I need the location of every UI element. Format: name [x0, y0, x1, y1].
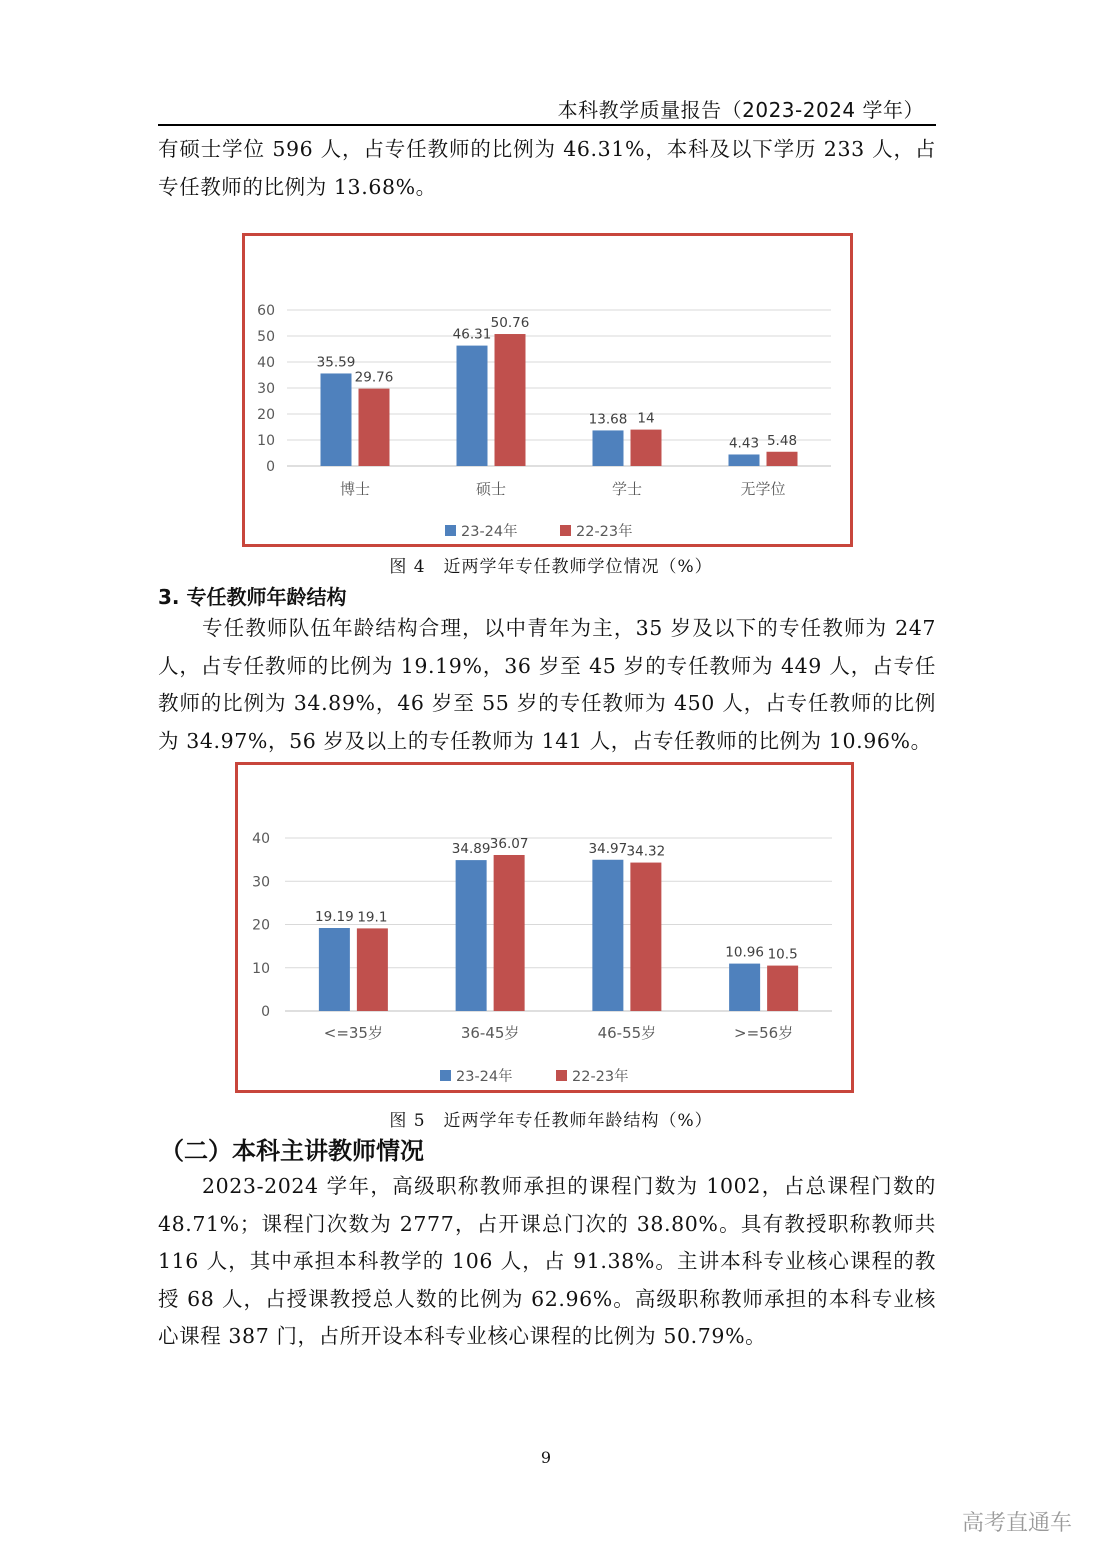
data-label: 34.32 — [626, 843, 666, 860]
bar — [456, 860, 487, 1011]
figure4-chart — [242, 233, 853, 547]
bar — [593, 430, 624, 466]
report-header-title: 本科教学质量报告（2023-2024 学年） — [557, 98, 924, 122]
legend-label: 22-23年 — [576, 524, 633, 540]
section-heading-age-structure: 3. 专任教师年龄结构 — [158, 585, 347, 609]
bar — [319, 928, 350, 1011]
header-divider — [158, 124, 936, 126]
category-label: 硕士 — [475, 480, 507, 498]
data-label: 14 — [637, 410, 655, 427]
category-label: >=56岁 — [734, 1024, 794, 1042]
data-label: 35.59 — [316, 354, 356, 371]
bar — [767, 966, 798, 1011]
bar — [631, 430, 662, 466]
data-label: 46.31 — [452, 326, 492, 343]
figure4-caption: 图 4 近两学年专任教师学位情况（%） — [389, 557, 713, 577]
data-label: 29.76 — [354, 369, 394, 386]
figure5-caption: 图 5 近两学年专任教师年龄结构（%） — [389, 1111, 713, 1131]
bar — [729, 964, 760, 1011]
paragraph-lecturers: 2023-2024 学年，高级职称教师承担的课程门数为 1002，占总课程门数的 48.71%；课程门次数为 2777，占开课总门次的 38.80%。具有教授职称教师共 116 人，其中承担本科教学的 106 人，占 91.38%。主讲本科专业核心课程的教授 68 人，占授课教授总人数的比例为 62.96%。高级职称教师承担的本科专业核心课程 387 门，占所开设本科专业核心课程的比例为 50.79%。 — [158, 1174, 936, 1348]
category-label: 46-55岁 — [597, 1024, 657, 1042]
figure4-chart-svg — [245, 236, 850, 544]
legend-swatch — [556, 1070, 567, 1081]
legend-swatch — [560, 525, 571, 536]
bar — [495, 334, 526, 466]
y-tick-label: 10 — [252, 960, 270, 977]
y-tick-label: 50 — [257, 329, 275, 345]
bar — [359, 389, 390, 466]
data-label: 10.5 — [767, 946, 798, 963]
bar — [321, 373, 352, 466]
category-label: <=35岁 — [323, 1024, 383, 1042]
data-label: 4.43 — [728, 435, 760, 452]
data-label: 34.97 — [588, 840, 628, 857]
section-heading-lecturers: （二）本科主讲教师情况 — [160, 1137, 424, 1165]
bar — [767, 452, 798, 466]
y-tick-label: 20 — [252, 917, 270, 934]
data-label: 19.19 — [315, 909, 354, 926]
y-tick-label: 0 — [266, 459, 275, 475]
data-label: 19.1 — [357, 909, 388, 926]
y-tick-label: 20 — [257, 407, 275, 423]
data-label: 5.48 — [766, 432, 798, 449]
paragraph-age-structure: 专任教师队伍年龄结构合理，以中青年为主，35 岁及以下的专任教师为 247 人，占专任教师的比例为 19.19%，36 岁至 45 岁的专任教师为 449 人，占专任教师的比例为 34.89%，46 岁至 55 岁的专任教师为 450 人，占专任教师的比例为 34.97%，56 岁及以上的专任教师为 141 人，占专任教师的比例为 10.96%。 — [158, 616, 936, 753]
bar — [592, 860, 623, 1011]
category-label: 博士 — [339, 480, 371, 498]
watermark-text: 高考直通车 — [961, 1511, 1072, 1536]
bar — [357, 928, 388, 1011]
y-tick-label: 10 — [257, 433, 275, 449]
category-label: 无学位 — [740, 480, 786, 498]
bar — [494, 855, 525, 1011]
category-label: 学士 — [611, 480, 643, 498]
page-number: 9 — [540, 1448, 552, 1467]
y-tick-label: 40 — [252, 831, 270, 847]
data-label: 13.68 — [588, 411, 628, 428]
bar — [630, 863, 661, 1011]
bar — [729, 454, 760, 466]
data-label: 34.89 — [451, 841, 491, 858]
paragraph-degree: 有硕士学位 596 人，占专任教师的比例为 46.31%，本科及以下学历 233 人，占专任教师的比例为 13.68%。 — [158, 137, 936, 199]
data-label: 50.76 — [490, 315, 530, 332]
category-label: 36-45岁 — [460, 1024, 520, 1042]
figure5-chart-svg — [238, 765, 851, 1090]
legend-label: 23-24年 — [461, 524, 518, 540]
legend-label: 22-23年 — [572, 1069, 629, 1085]
y-tick-label: 30 — [252, 874, 270, 891]
data-label: 10.96 — [725, 944, 764, 961]
figure5-chart — [235, 762, 854, 1093]
legend-swatch — [445, 525, 456, 536]
y-tick-label: 60 — [257, 303, 275, 319]
y-tick-label: 40 — [257, 355, 275, 371]
y-tick-label: 0 — [261, 1004, 270, 1020]
legend-label: 23-24年 — [456, 1069, 513, 1085]
legend-swatch — [440, 1070, 451, 1081]
y-tick-label: 30 — [257, 381, 275, 397]
bar — [457, 346, 488, 466]
data-label: 36.07 — [489, 835, 529, 852]
